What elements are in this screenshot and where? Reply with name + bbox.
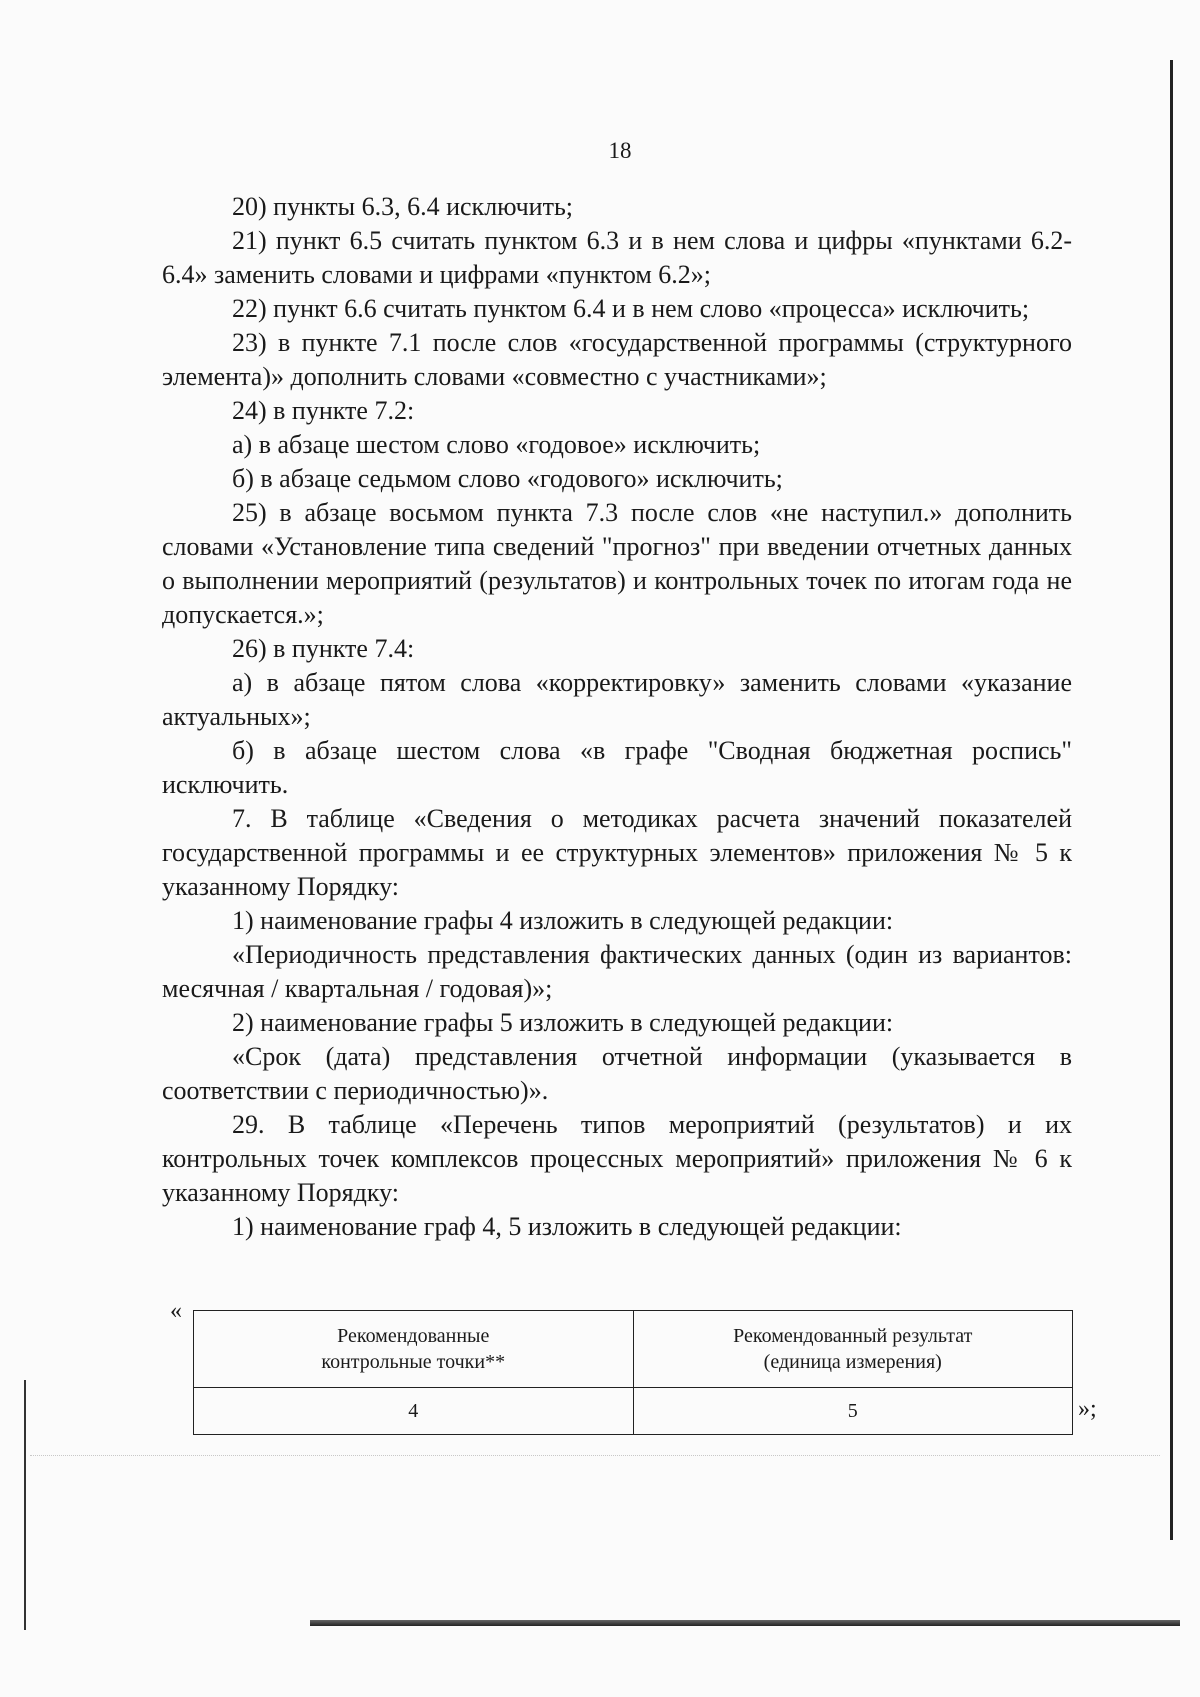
table-number-row bbox=[194, 1388, 1073, 1435]
paragraph: 23) в пункте 7.1 после слов «государственной программы (структурного элемента)» дополнить словами «совместно с участниками»; bbox=[162, 328, 1072, 391]
paragraph: б) в абзаце шестом слова «в графе "Сводная бюджетная роспись" исключить. bbox=[162, 736, 1072, 799]
paragraph: а) в абзаце шестом слово «годовое» исключить; bbox=[232, 430, 761, 459]
table-cell: 4 bbox=[194, 1388, 634, 1435]
scan-edge-right bbox=[1170, 60, 1173, 1540]
paragraph: 1) наименование граф 4, 5 изложить в следующей редакции: bbox=[232, 1212, 902, 1241]
paragraph: 24) в пункте 7.2: bbox=[232, 396, 415, 425]
header-line: (единица измерения) bbox=[763, 1351, 942, 1373]
amendment-table-block bbox=[160, 1300, 1120, 1440]
paragraph: «Срок (дата) представления отчетной информации (указывается в соответствии с периодичностью)». bbox=[162, 1042, 1072, 1105]
header-line: Рекомендованный результат bbox=[733, 1325, 973, 1347]
table-header-row bbox=[194, 1311, 1073, 1388]
paragraph: 20) пункты 6.3, 6.4 исключить; bbox=[232, 192, 574, 221]
scan-noise-line bbox=[30, 1455, 1160, 1457]
paragraph: 29. В таблице «Перечень типов мероприятий (результатов) и их контрольных точек комплексов процессных мероприятий» приложения № 6 к указанному Порядку: bbox=[162, 1110, 1072, 1207]
open-quote: « bbox=[170, 1298, 182, 1324]
paragraph: 26) в пункте 7.4: bbox=[232, 634, 415, 663]
amendment-table bbox=[193, 1310, 1073, 1435]
header-line: Рекомендованные bbox=[337, 1325, 490, 1347]
paragraph: а) в абзаце пятом слова «корректировку» заменить словами «указание актуальных»; bbox=[162, 668, 1072, 731]
document-body bbox=[162, 190, 1072, 1244]
paragraph: 1) наименование графы 4 изложить в следующей редакции: bbox=[232, 906, 894, 935]
paragraph: б) в абзаце седьмом слово «годового» исключить; bbox=[232, 464, 783, 493]
page-number: 18 bbox=[608, 138, 632, 163]
paragraph: 21) пункт 6.5 считать пунктом 6.3 и в нем слова и цифры «пунктами 6.2-6.4» заменить словами и цифрами «пунктом 6.2»; bbox=[162, 226, 1072, 289]
paragraph: 22) пункт 6.6 считать пунктом 6.4 и в нем слово «процесса» исключить; bbox=[232, 294, 1030, 323]
paragraph: 2) наименование графы 5 изложить в следующей редакции: bbox=[232, 1008, 894, 1037]
paragraph: «Периодичность представления фактических данных (один из вариантов: месячная / квартальная / годовая)»; bbox=[162, 940, 1072, 1003]
paragraph: 7. В таблице «Сведения о методиках расчета значений показателей государственной программы и ее структурных элементов» приложения № 5 к указанному Порядку: bbox=[162, 804, 1072, 901]
scan-edge-left bbox=[24, 1380, 26, 1630]
close-quote: »; bbox=[1078, 1396, 1097, 1422]
scan-edge-bottom bbox=[310, 1620, 1180, 1626]
table-header-cell bbox=[633, 1311, 1073, 1388]
paragraph: 25) в абзаце восьмом пункта 7.3 после слов «не наступил.» дополнить словами «Установление типа сведений "прогноз" при введении отчетных данных о выполнении мероприятий (результатов) и контрольных точек по итогам года не допускается.»; bbox=[162, 498, 1072, 629]
header-line: контрольные точки** bbox=[321, 1351, 506, 1373]
table-cell: 5 bbox=[633, 1388, 1073, 1435]
table-header-cell bbox=[194, 1311, 634, 1388]
